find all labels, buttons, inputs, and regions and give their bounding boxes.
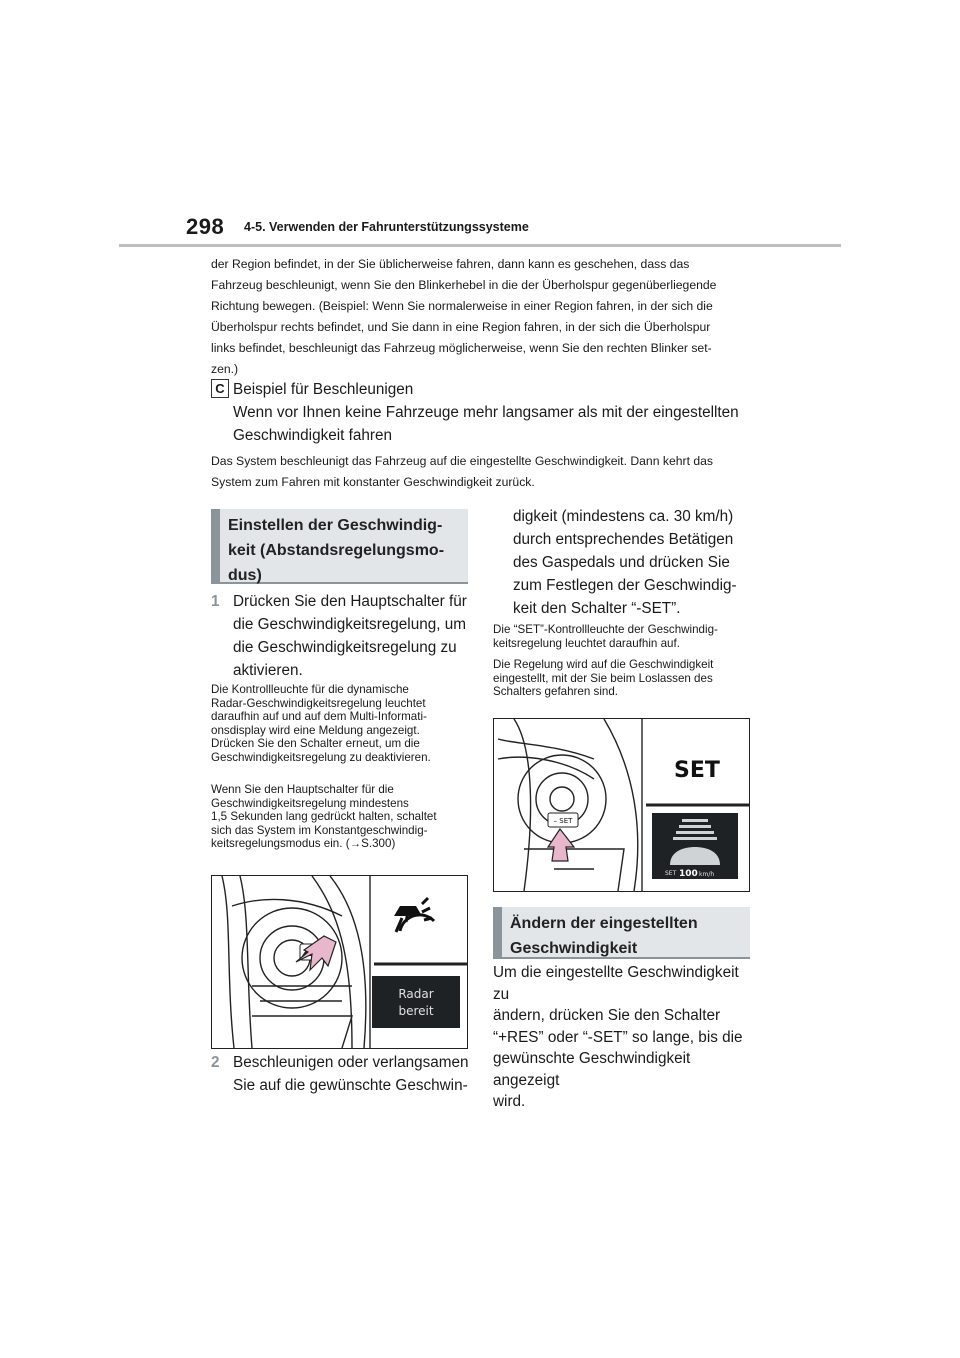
step-line: die Geschwindigkeitsregelung, um xyxy=(233,616,466,633)
note-line: Geschwindigkeitsregelung zu deaktivieren. xyxy=(211,750,431,764)
section-heading-speed-setting xyxy=(211,509,468,584)
body-line: “+RES” oder “-SET” so lange, bis die xyxy=(493,1028,743,1046)
intro-line: Richtung bewegen. (Beispiel: Wenn Sie normalerweise in einer Region fahren, in der sich die xyxy=(211,299,713,313)
example-note-line: Das System beschleunigt das Fahrzeug auf die eingestellte Geschwindigkeit. Dann kehrt das xyxy=(211,454,713,468)
section-heading-line: keit (Abstandsregelungsmo- xyxy=(228,542,445,559)
example-marker: C xyxy=(211,379,229,398)
note-line: Die Regelung wird auf die Geschwindigkeit xyxy=(493,658,714,671)
note-set-speed xyxy=(493,658,755,699)
change-speed-text xyxy=(493,962,755,1113)
example-line: Wenn vor Ihnen keine Fahrzeuge mehr langsamer als mit der eingestellten xyxy=(233,404,739,421)
steering-wheel-illustration xyxy=(212,876,467,1048)
step-number: 1 xyxy=(211,593,220,610)
step-2-continued xyxy=(513,505,758,620)
example-text xyxy=(233,401,773,447)
note-line: keitsregelungsmodus ein. (→S.300) xyxy=(211,837,396,851)
intro-paragraph xyxy=(211,254,771,380)
body-line: gewünschte Geschwindigkeit angezeigt xyxy=(493,1050,691,1089)
section-heading-change-speed xyxy=(493,907,750,959)
example-note xyxy=(211,451,771,493)
figure-set-switch xyxy=(493,718,750,892)
header-rule xyxy=(119,244,841,247)
chapter-title: 4-5. Verwenden der Fahrunterstützungssysteme xyxy=(244,220,529,234)
note-set-indicator xyxy=(493,623,755,650)
step-2 xyxy=(211,1051,471,1097)
section-heading-line: dus) xyxy=(228,567,262,584)
step-line: Drücken Sie den Hauptschalter für xyxy=(233,593,467,610)
step-line: zum Festlegen der Geschwindig- xyxy=(513,577,737,594)
note-line: Die “SET”-Kontrollleuchte der Geschwindig- xyxy=(493,623,718,636)
example-title: Beispiel für Beschleunigen xyxy=(233,381,414,398)
section-heading-line: Geschwindigkeit xyxy=(510,940,638,957)
step-line: des Gaspedals und drücken Sie xyxy=(513,554,730,571)
body-line: Um die eingestellte Geschwindigkeit zu xyxy=(493,964,739,1003)
note-line: Radar-Geschwindigkeitsregelung leuchtet xyxy=(211,696,426,710)
display-speed: 100 xyxy=(679,869,698,879)
intro-line: Überholspur rechts befindet, und Sie dann in eine Region fahren, in der sich die Überholspur xyxy=(211,320,711,334)
step-line: durch entsprechendes Betätigen xyxy=(513,531,734,548)
note-line: 1,5 Sekunden lang gedrückt halten, schaltet xyxy=(211,810,437,824)
page-number: 298 xyxy=(186,214,225,239)
step-line: aktivieren. xyxy=(233,662,303,679)
note-line: daraufhin auf und auf dem Multi-Informati- xyxy=(211,710,427,724)
set-indicator-text: SET xyxy=(674,758,720,783)
body-line: wird. xyxy=(493,1093,526,1110)
steering-wheel-set-illustration xyxy=(494,719,749,891)
note-line: Geschwindigkeitsregelung mindestens xyxy=(211,796,409,810)
figure-main-switch xyxy=(211,875,468,1049)
section-heading-line: Ändern der eingestellten xyxy=(510,915,698,932)
display-text-radar: Radar xyxy=(398,987,434,1001)
intro-line: zen.) xyxy=(211,362,239,376)
note-indicator xyxy=(211,683,471,765)
step-line: die Geschwindigkeitsregelung zu xyxy=(233,639,457,656)
note-line: sich das System im Konstantgeschwindig- xyxy=(211,823,428,837)
display-speed-unit: km/h xyxy=(699,871,715,878)
set-button-label: – SET xyxy=(553,817,573,825)
example-line: Geschwindigkeit fahren xyxy=(233,427,393,444)
note-line: Drücken Sie den Schalter erneut, um die xyxy=(211,737,420,751)
step-line: keit den Schalter “-SET”. xyxy=(513,600,681,617)
note-line: Die Kontrollleuchte für die dynamische xyxy=(211,683,409,696)
intro-line: Fahrzeug beschleunigt, wenn Sie den Blinkerhebel in die der Überholspur gegenüberliegende xyxy=(211,278,717,292)
step-number: 2 xyxy=(211,1054,220,1071)
note-line: Schalters gefahren sind. xyxy=(493,685,619,699)
display-set-label: SET xyxy=(665,870,677,877)
body-line: ändern, drücken Sie den Schalter xyxy=(493,1007,721,1024)
example-note-line: System zum Fahren mit konstanter Geschwindigkeit zurück. xyxy=(211,475,535,489)
step-line: Beschleunigen oder verlangsamen xyxy=(233,1054,469,1071)
note-line: onsdisplay wird eine Meldung angezeigt. xyxy=(211,723,420,737)
intro-line: links befindet, beschleunigt das Fahrzeug möglicherweise, wenn Sie den rechten Blinker set- xyxy=(211,341,712,355)
note-line: eingestellt, mit der Sie beim Loslassen des xyxy=(493,671,713,685)
note-line: keitsregelung leuchtet daraufhin auf. xyxy=(493,636,680,650)
step-1 xyxy=(211,590,471,682)
intro-line: der Region befindet, in der Sie üblicherweise fahren, dann kann es geschehen, dass das xyxy=(211,257,690,271)
step-line: Sie auf die gewünschte Geschwin- xyxy=(233,1077,468,1094)
note-line: Wenn Sie den Hauptschalter für die xyxy=(211,783,394,796)
section-heading-line: Einstellen der Geschwindig- xyxy=(228,517,443,534)
display-text-ready: bereit xyxy=(398,1004,434,1018)
step-line: digkeit (mindestens ca. 30 km/h) xyxy=(513,508,734,525)
note-constant-speed xyxy=(211,783,471,851)
